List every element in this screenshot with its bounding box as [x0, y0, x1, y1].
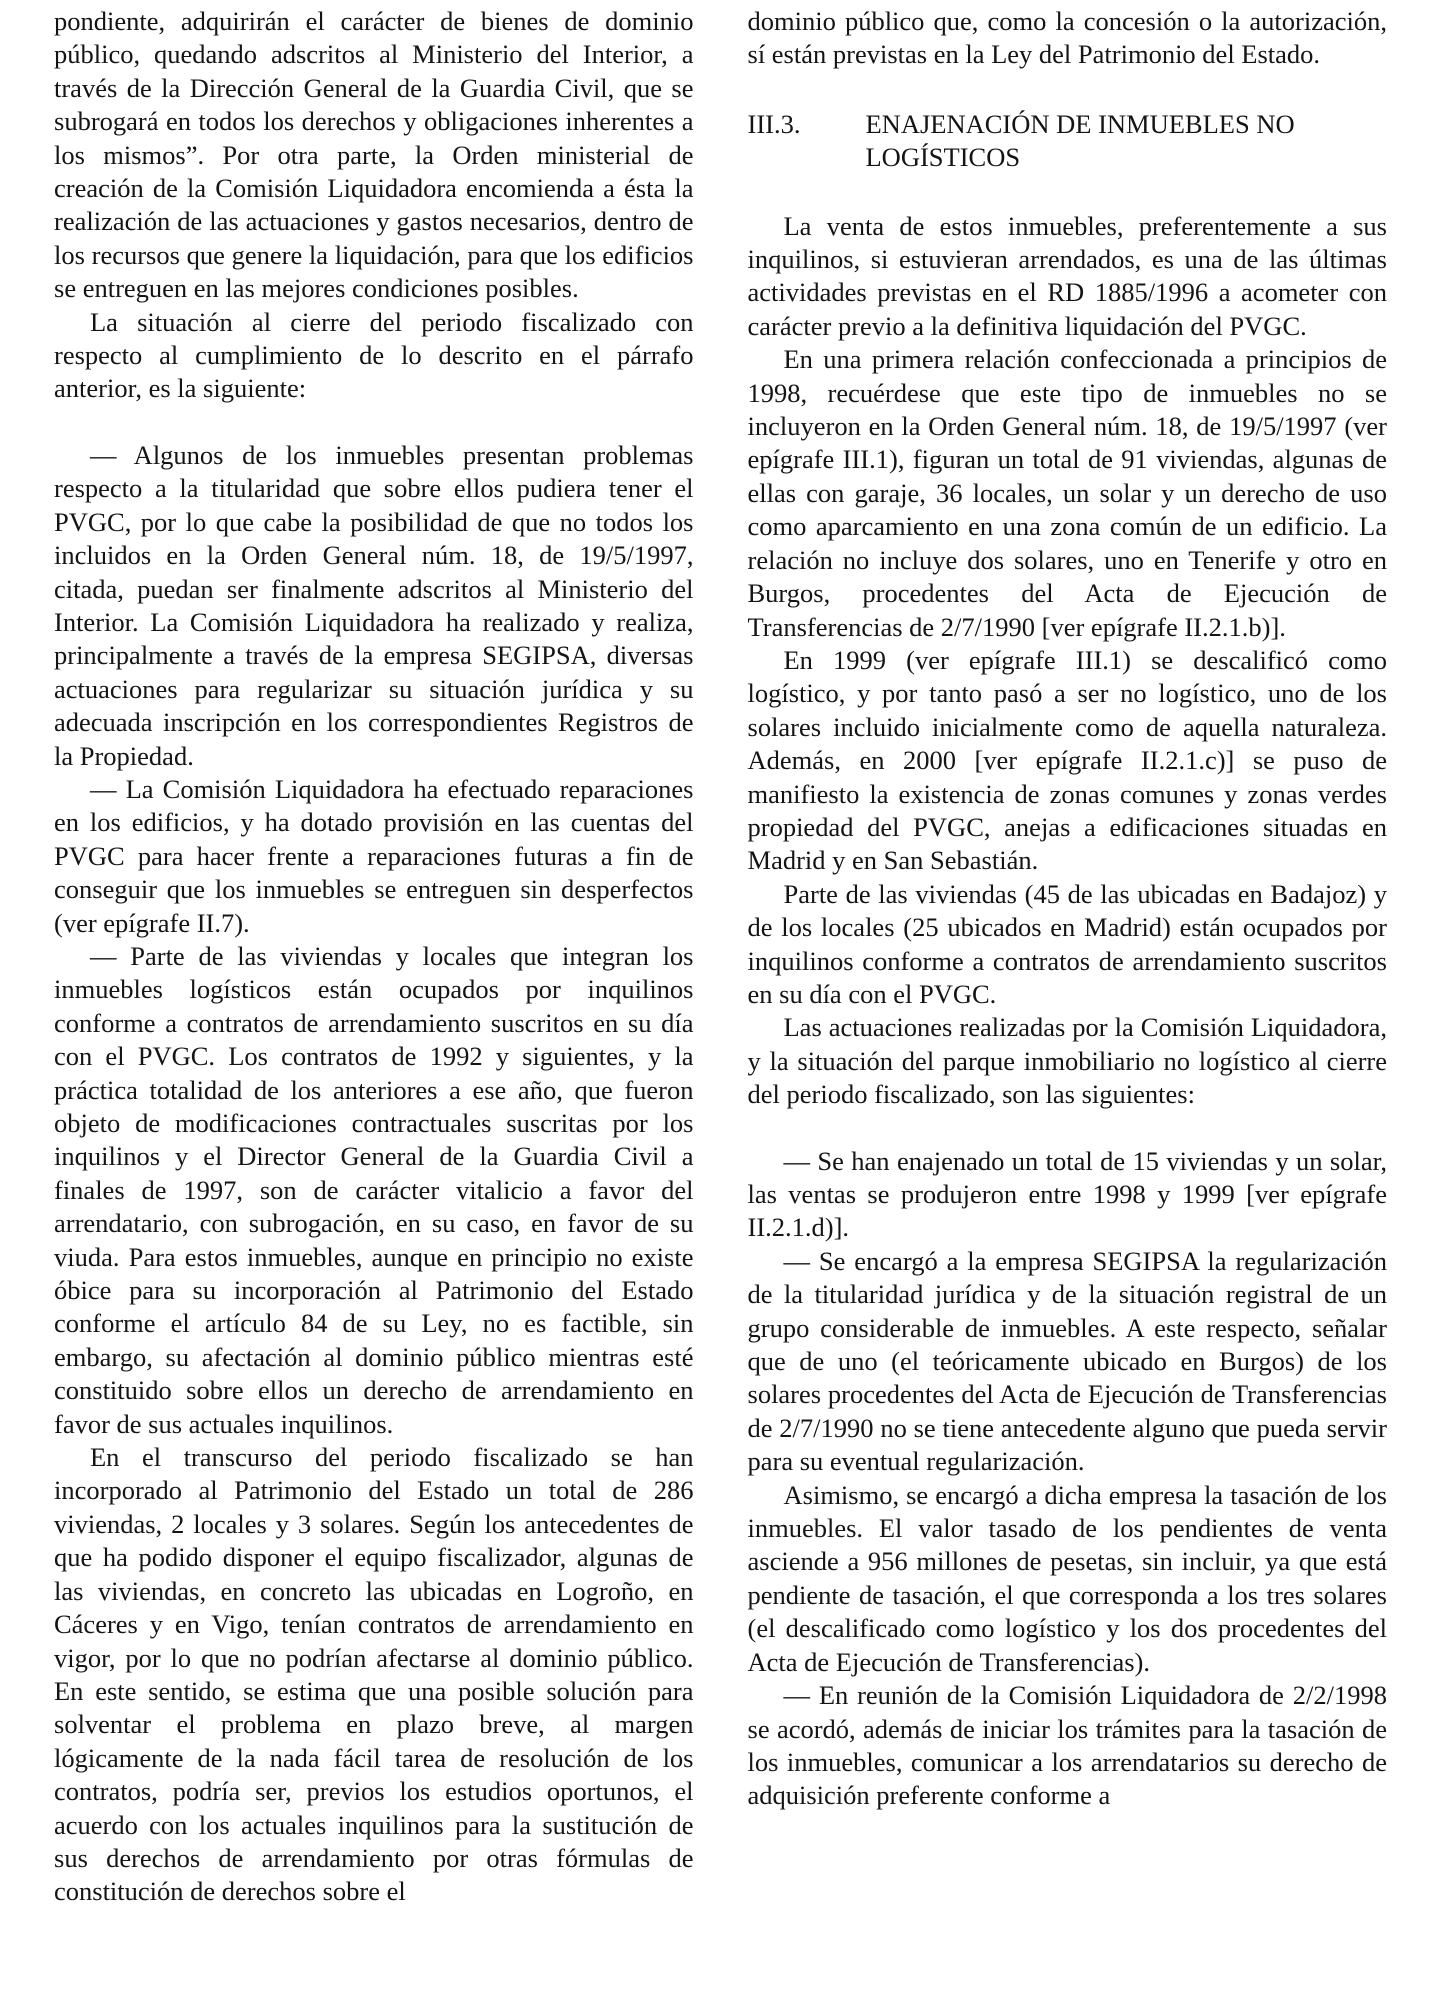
dash-list-item: — Se han enajenado un total de 15 viviendas y un solar, las ventas se produjeron entre 1998 y 1999 [ver epígrafe II.2.1.d)]. [747, 1145, 1387, 1243]
paragraph: Parte de las viviendas (45 de las ubicadas en Badajoz) y de los locales (25 ubicados en Madrid) están ocupados por inquilinos conforme a contratos de arrendamiento suscritos en su día con el PVGC. [747, 878, 1387, 1009]
dash-list-item: — La Comisión Liquidadora ha efectuado reparaciones en los edificios, y ha dotado provisión en las cuentas del PVGC para hacer frente a reparaciones futuras a fin de conseguir que los inmuebles se entreguen sin desperfectos (ver epígrafe II.7). [54, 773, 694, 938]
paragraph: Las actuaciones realizadas por la Comisión Liquidadora, y la situación del parque inmobiliario no logístico al cierre del periodo fiscalizado, son las siguientes: [747, 1012, 1387, 1110]
section-number: III.3. [747, 108, 801, 139]
dash-list-item: — Algunos de los inmuebles presentan problemas respecto a la titularidad que sobre ellos pudiera tener el PVGC, por lo que cabe la posibilidad de que no todos los incluidos en la Orden General núm. 18, de 19/5/1997, citada, puedan ser finalmente adscritos al Ministerio del Interior. La Comisión Liquidadora ha realizado y realiza, principalmente a través de la empresa SEGIPSA, diversas actuaciones para regularizar su situación jurídica y su adecuada inscripción en los correspondientes Registros de la Propiedad. [54, 439, 694, 771]
dash-list-item: — En reunión de la Comisión Liquidadora de 2/2/1998 se acordó, además de iniciar los trámites para la tasación de los inmuebles, comunicar a los arrendatarios su derecho de adquisición preferente conforme a [747, 1680, 1387, 1811]
two-column-layout [54, 5, 1387, 1909]
column-left [54, 5, 694, 1909]
dash-list-item: — Parte de las viviendas y locales que integran los inmuebles logísticos están ocupados por inquilinos conforme a contratos de arrendamiento suscritos en su día con el PVGC. Los contratos de 1992 y siguientes, y la práctica totalidad de los anteriores a ese año, que fueron objeto de modificaciones contractuales suscritas por los inquilinos y el Director General de la Guardia Civil a finales de 1997, son de carácter vitalicio a favor del arrendatario, con subrogación, en su caso, en favor de su viuda. Para estos inmuebles, aunque en principio no existe óbice para su incorporación al Patrimonio del Estado conforme el artículo 84 de su Ley, no es factible, sin embargo, su afectación al dominio público mientras esté constituido sobre ellos un derecho de arrendamiento en favor de sus actuales inquilinos. [54, 940, 694, 1439]
paragraph: En una primera relación confeccionada a principios de 1998, recuérdese que este tipo de inmuebles no se incluyeron en la Orden General núm. 18, de 19/5/1997 (ver epígrafe III.1), figuran un total de 91 viviendas, algunas de ellas con garaje, 36 locales, un solar y un derecho de uso como aparcamiento en una zona común de un edificio. La relación no incluye dos solares, uno en Tenerife y otro en Burgos, procedentes del Acta de Ejecución de Transferencias de 2/7/1990 [ver epígrafe II.2.1.b)]. [747, 344, 1387, 642]
section-heading [748, 108, 1388, 175]
section-title: ENAJENACIÓN DE INMUEBLES NO LOGÍSTICOS [865, 108, 1295, 173]
paragraph-continuation: pondiente, adquirirán el carácter de bienes de dominio público, quedando adscritos al Ministerio del Interior, a través de la Dirección General de la Guardia Civil, que se subrogará en todos los derechos y obligaciones inherentes a los mismos”. Por otra parte, la Orden ministerial de creación de la Comisión Liquidadora encomienda a ésta la realización de las actuaciones y gastos necesarios, dentro de los recursos que genere la liquidación, para que los edificios se entreguen en las mejores condiciones posibles. [54, 6, 694, 304]
paragraph: La venta de estos inmuebles, preferentemente a sus inquilinos, si estuvieran arrendados, es una de las últimas actividades previstas en el RD 1885/1996 a acometer con carácter previo a la definitiva liquidación del PVGC. [747, 210, 1387, 341]
paragraph: En el transcurso del periodo fiscalizado se han incorporado al Patrimonio del Estado un total de 286 viviendas, 2 locales y 3 solares. Según los antecedentes de que ha podido disponer el equipo fiscalizador, algunas de las viviendas, en concreto las ubicadas en Logroño, en Cáceres y en Vigo, tenían contratos de arrendamiento en vigor, por lo que no podrían afectarse al dominio público. En este sentido, se estima que una posible solución para solventar el problema en plazo breve, al margen lógicamente de la nada fácil tarea de resolución de los contratos, podría ser, previos los estudios oportunos, el acuerdo con los actuales inquilinos para la sustitución de sus derechos de arrendamiento por otras fórmulas de constitución de derechos sobre el [54, 1442, 694, 1907]
paragraph: Asimismo, se encargó a dicha empresa la tasación de los inmuebles. El valor tasado de los pendientes de venta asciende a 956 millones de pesetas, sin incluir, ya que está pendiente de tasación, el que corresponda a los tres solares (el descalificado como logístico y los dos procedentes del Acta de Ejecución de Transferencias). [747, 1479, 1387, 1677]
paragraph-continuation: dominio público que, como la concesión o la autorización, sí están previstas en la Ley del Patrimonio del Estado. [747, 6, 1387, 70]
paragraph: La situación al cierre del periodo fiscalizado con respecto al cumplimiento de lo descrito en el párrafo anterior, es la siguiente: [54, 306, 694, 404]
column-right [748, 5, 1388, 1909]
dash-list-item: — Se encargó a la empresa SEGIPSA la regularización de la titularidad jurídica y de la situación registral de un grupo considerable de inmuebles. A este respecto, señalar que de uno (el teóricamente ubicado en Burgos) de los solares procedentes del Acta de Ejecución de Transferencias de 2/7/1990 no se tiene antecedente alguno que pueda servir para su eventual regularización. [747, 1245, 1387, 1477]
paragraph: En 1999 (ver epígrafe III.1) se descalificó como logístico, y por tanto pasó a ser no logístico, uno de los solares incluido inicialmente como de aquella naturaleza. Además, en 2000 [ver epígrafe II.2.1.c)] se puso de manifiesto la existencia de zonas comunes y zonas verdes propiedad del PVGC, anejas a edificaciones situadas en Madrid y en San Sebastián. [747, 644, 1387, 876]
